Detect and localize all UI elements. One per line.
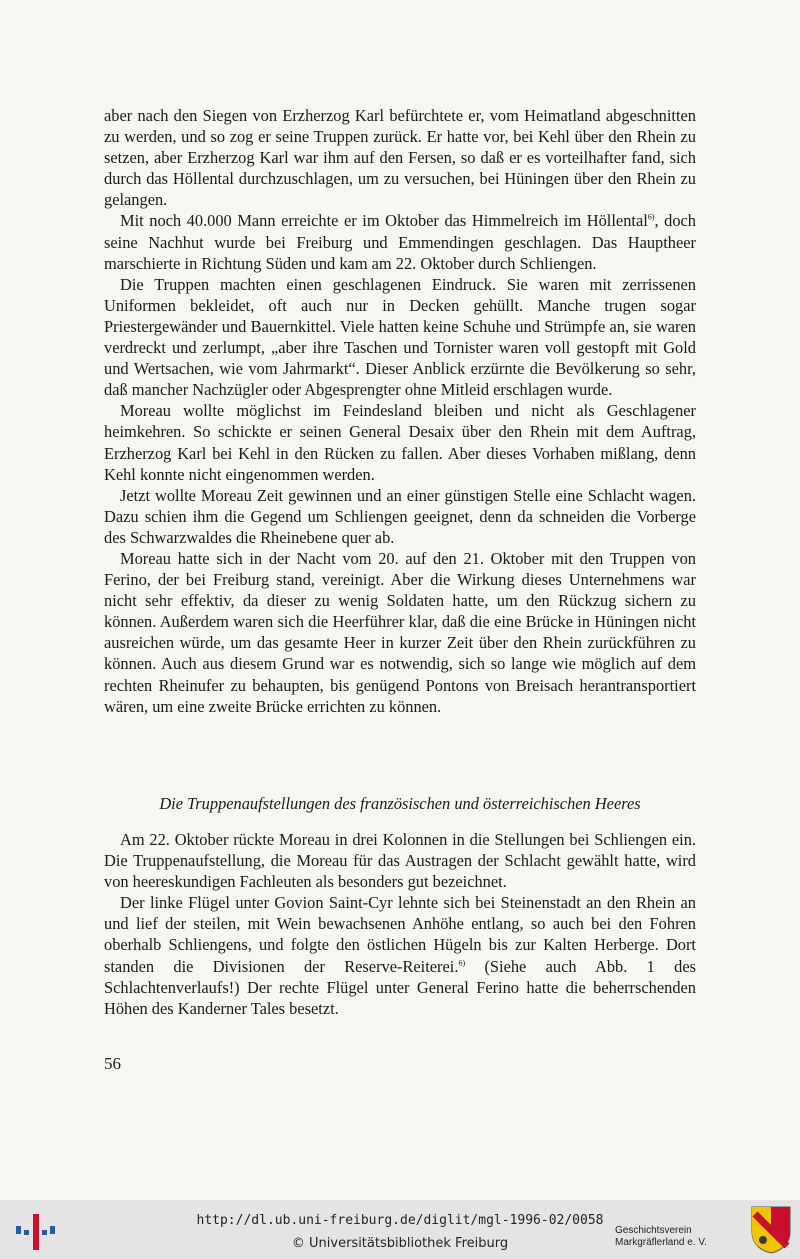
paragraph: Am 22. Oktober rückte Moreau in drei Kolonnen in die Stellungen bei Schliengen ein. Die Truppenaufstellung, die Moreau für das Austragen der Schlacht gewählt hatte, wird von heereskundigen Fachleuten als besonders gut bezeichnet.: [104, 830, 696, 892]
copyright-text: © Universitätsbibliothek Freiburg: [291, 1236, 509, 1251]
paragraph: Die Truppen machten einen geschlagenen Eindruck. Sie waren mit zerrissenen Uniformen bekleidet, oft auch nur in Decken gehüllt. Manche trugen sogar Priestergewänder und Bauernkittel. Viele hatten keine Schuhe und Strümpfe an, sie waren verdreckt und zerlumpt, „aber ihre Taschen und Tornister waren voll gestopft mit Gold und Wertsachen, wie vom Jahrmarkt“. Dieser Anblick erzürnte die Bevölkerung so sehr, daß mancher Nachzügler oder Abgesprengter ohne Mitleid erschlagen wurde.: [104, 274, 696, 400]
footnote-mark: 6): [647, 213, 655, 222]
paragraph-text: doch seine Nachhut wurde bei Freiburg und Emmendingen geschlagen. Das Hauptheer marschierte in Richtung Süden und kam am 22. Oktober durch Schliengen.: [104, 211, 696, 273]
paragraph: Moreau wollte möglichst im Feindesland bleiben und nicht als Geschlagener heimkehren. So schickte er seinen General Desaix über den Rhein mit dem Auftrag, Erzherzog Karl bei Kehl in den Rücken zu fallen. Aber dieses Vorhaben mißlang, denn Kehl konnte nicht eingenommen werden.: [104, 401, 696, 484]
paragraph: Moreau hatte sich in der Nacht vom 20. auf den 21. Oktober mit den Truppen von Ferino, der bei Freiburg stand, vereinigt. Aber die Wirkung dieses Unternehmens war nicht sehr effektiv, da dieser zu wenig Soldaten hatte, um den Rückzug sichern zu können. Außerdem waren sich die Heerführer klar, daß die eine Brücke in Hüningen nicht ausreichen würde, um das gesamte Heer in kurzer Zeit über den Rhein zurückführen zu können. Auch aus diesem Grund war es notwendig, sich so lange wie möglich auf dem rechten Rheinufer zu behaupten, bis genügend Pontons von Breisach herantransportiert wären, um eine zweite Brücke errichten zu können.: [104, 548, 696, 716]
paragraph: Jetzt wollte Moreau Zeit gewinnen und an einer günstigen Stelle eine Schlacht wagen. Dazu schien ihm die Gegend um Schliengen geeignet, denn da schneiden die Vorberge des Schwarzwaldes die Rheinebene quer ab.: [104, 485, 696, 547]
paragraph: [104, 892, 696, 1019]
body-text-top: [104, 105, 696, 717]
body-text-bottom: [104, 829, 696, 1019]
page-number: 56: [104, 1054, 121, 1073]
society-name: [615, 1225, 707, 1249]
society-name-line: Markgräflerland e. V.: [615, 1237, 707, 1248]
section-heading: Die Truppenaufstellungen des französischen und österreichischen Heeres: [159, 794, 641, 813]
coat-of-arms-icon: [751, 1206, 791, 1254]
paragraph-text: Der linke Flügel unter Govion Saint-Cyr lehnte sich bei Steinenstadt an den Rhein an und lief der steilen, mit Wein bewachsenen Anhöhe entlang, so auch bei den Fohren oberhalb Schliengens, und folgte den östlichen Hügeln bis zur Kalten Herberge. Dort standen die Divisionen der Reserve-Reiterei.: [104, 893, 696, 976]
paragraph-text: (Siehe auch Abb. 1 des Schlachtenverlaufs!) Der rechte Flügel unter General Ferino hatte die beherrschenden Höhen des Kanderner Tales besetzt.: [104, 956, 696, 1018]
paragraph: Mit noch 40.000 Mann erreichte er im Oktober das Himmelreich im Höllental$^{6)}$, doch seine Nachhut wurde bei Freiburg und Emmendingen geschlagen. Das Hauptheer marschierte in Richtung Süden und kam am 22. Oktober durch Schliengen.: [104, 211, 696, 273]
paragraph-text: Mit noch 40.000 Mann erreichte er im Oktober das Himmelreich im Höllental: [120, 211, 648, 231]
viewer-footer: [0, 1200, 800, 1259]
paragraph: aber nach den Siegen von Erzherzog Karl befürchtete er, vom Heimatland abgeschnitten zu werden, und so zog er seine Truppen zurück. Er hatte vor, bei Kehl über den Rhein zu setzen, aber Erzherzog Karl war ihm auf den Fersen, so daß er es vorteilhafter fand, sich durch das Höllental durchzuschlagen, um zu versuchen, bei Hüningen über den Rhein zu gelangen.: [104, 106, 696, 210]
permalink-url-text[interactable]: http://dl.ub.uni-freiburg.de/diglit/mgl-1996-02/0058: [196, 1213, 604, 1228]
society-name-line: Geschichtsverein: [615, 1225, 692, 1236]
footnote-mark: 6): [458, 958, 466, 968]
